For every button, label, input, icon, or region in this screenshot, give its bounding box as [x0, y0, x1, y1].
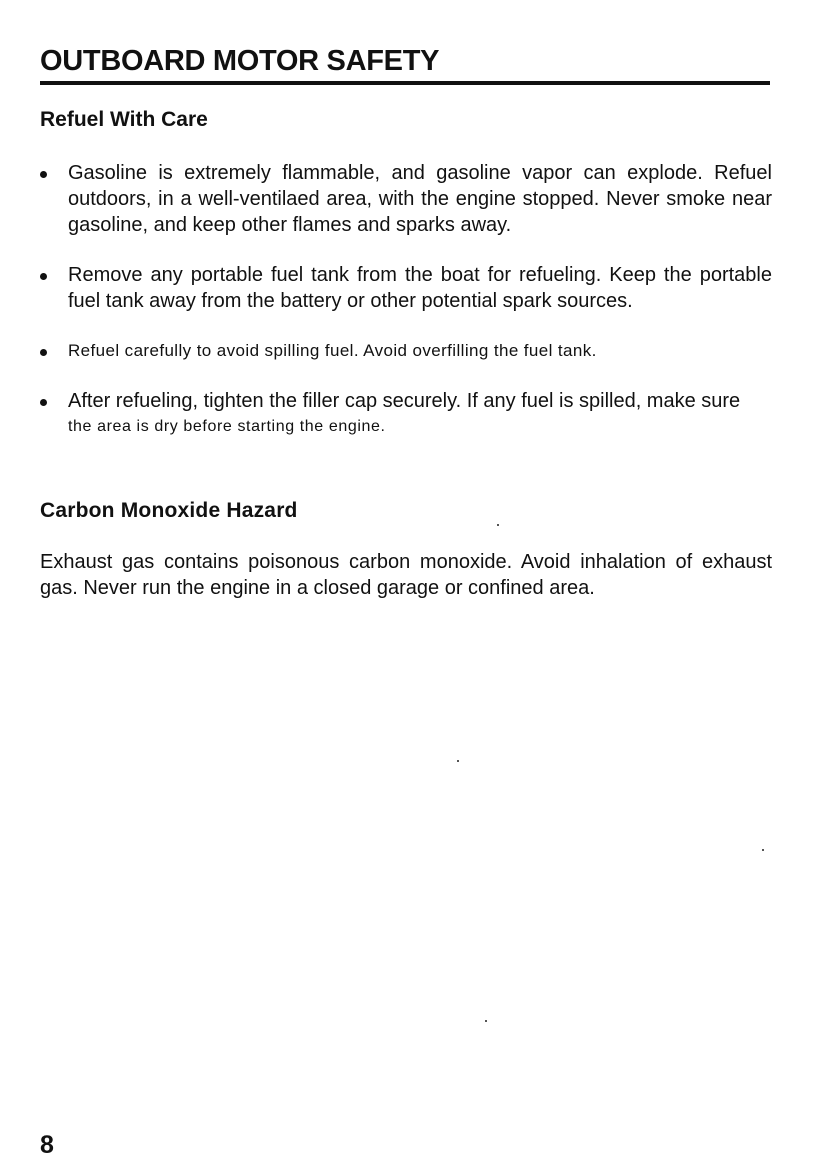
title-underline	[40, 81, 770, 85]
section-heading-carbon-monoxide: Carbon Monoxide Hazard	[40, 499, 298, 522]
page-number: 8	[40, 1131, 54, 1159]
bullet-item-gasoline	[40, 160, 772, 238]
bullet-item-filler-cap	[40, 388, 772, 440]
bullet-text: Refuel carefully to avoid spilling fuel. Avoid overfilling the fuel tank.	[68, 341, 597, 360]
scan-speck	[497, 524, 499, 526]
carbon-monoxide-paragraph: Exhaust gas contains poisonous carbon monoxide. Avoid inhalation of exhaust gas. Never run the engine in a closed garage or confined area.	[40, 551, 772, 599]
scan-speck	[485, 1020, 487, 1022]
page-title: OUTBOARD MOTOR SAFETY	[40, 45, 440, 77]
bullet-icon	[40, 171, 47, 178]
bullet-icon	[40, 349, 47, 356]
bullet-item-refuel-carefully	[40, 338, 772, 364]
bullet-icon	[40, 273, 47, 280]
bullet-text: Gasoline is extremely flammable, and gasoline vapor can explode. Refuel outdoors, in a well-ventilaed area, with the engine stopped. Never smoke near gasoline, and keep other flames and sparks away.	[68, 162, 772, 236]
refuel-bullet-list	[40, 160, 772, 464]
bullet-icon	[40, 399, 47, 406]
scan-speck	[457, 760, 459, 762]
bullet-text: Remove any portable fuel tank from the boat for refueling. Keep the portable fuel tank away from the battery or other potential spark sources.	[68, 264, 772, 312]
bullet-text-continuation: the area is dry before starting the engine.	[68, 418, 386, 435]
scan-speck	[762, 849, 764, 851]
bullet-item-remove-tank	[40, 262, 772, 314]
bullet-text: After refueling, tighten the filler cap securely. If any fuel is spilled, make sure	[68, 390, 741, 412]
section-heading-refuel: Refuel With Care	[40, 108, 208, 131]
